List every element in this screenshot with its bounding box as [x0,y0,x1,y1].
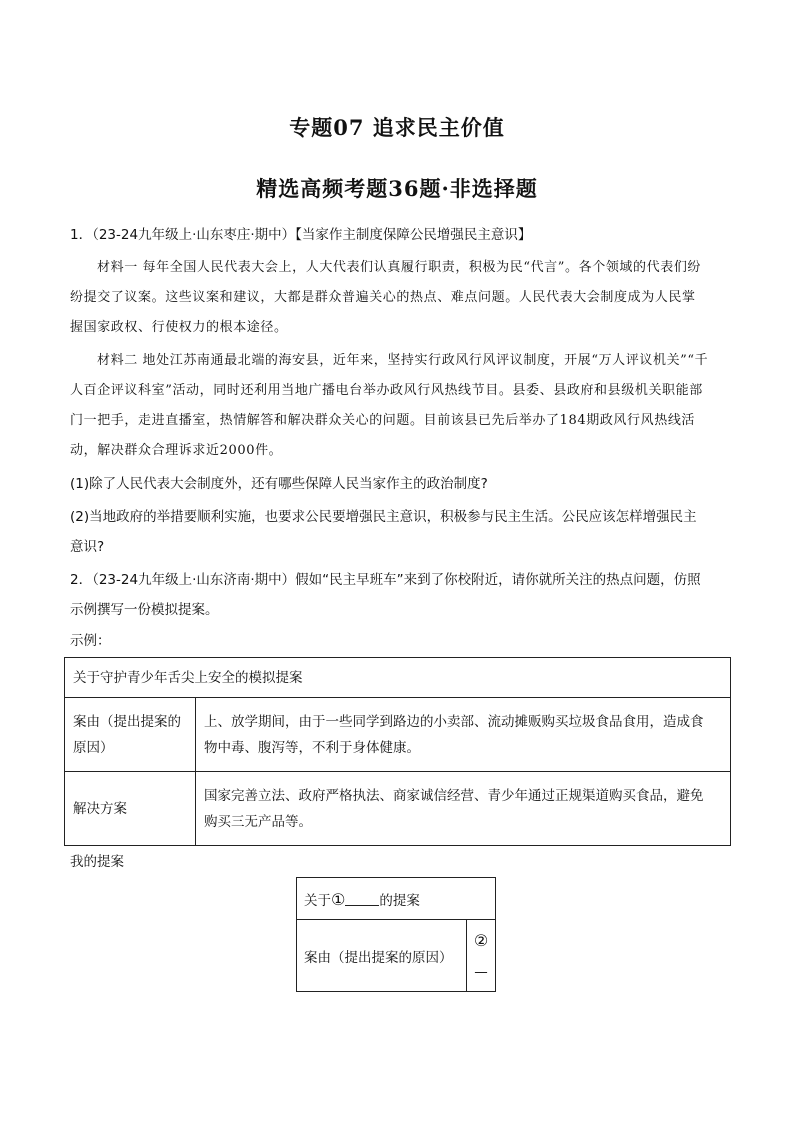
my-proposal-reason-label: 案由（提出提案的原因） [297,920,467,992]
my-proposal-label: 我的提案 [70,854,124,870]
q1-heading: 1．（23-24九年级上·山东枣庄·期中）【当家作主制度保障公民增强民主意识】 [70,227,532,243]
example-solution-label: 解决方案 [65,772,196,846]
q1-material2-line2: 人百企评议科室”活动，同时还利用当地广播电台举办政风行风热线节目。县委、县政府和县级机关职能部 [70,383,703,398]
q2-heading-line1: 2．（23-24九年级上·山东济南·期中）假如“民主早班车”来到了你校附近，请你就所关注的热点问题，仿照 [70,572,701,588]
page-title: 专题07 追求民主价值 [289,115,505,140]
example-proposal-table [64,657,731,846]
example-reason-label: 案由（提出提案的 原因） [65,698,196,772]
answer-blank-2[interactable]: ② — [467,920,496,992]
my-proposal-table [296,877,496,992]
q1-material1-line1: 材料一 每年全国人民代表大会上，人大代表们认真履行职责，积极为民“代言”。各个领域的代表们纷 [97,260,702,275]
q1-subquestion-1: (1)除了人民代表大会制度外，还有哪些保障人民当家作主的政治制度? [70,476,488,492]
q1-material1-line3: 握国家政权、行使权力的根本途径。 [70,320,288,335]
q1-subquestion-2-line2: 意识? [70,539,105,555]
page-subtitle: 精选高频考题36题·非选择题 [256,176,538,201]
q1-material1-line2: 纷提交了议案。这些议案和建议，大都是群众普遍关心的热点、难点问题。人民代表大会制度成为人民掌 [70,290,696,305]
my-proposal-title-cell: 关于① 的提案 [297,878,496,920]
blank-marker-2: ② [473,931,489,950]
example-solution-text: 国家完善立法、政府严格执法、商家诚信经营、青少年通过正规渠道购买食品，避免 购买三无产品等。 [196,772,731,846]
q1-subquestion-2-line1: (2)当地政府的举措要顺利实施，也要求公民要增强民主意识，积极参与民主生活。公民应该怎样增强民主 [70,509,697,525]
q2-heading-line2: 示例撰写一份模拟提案。 [70,602,219,618]
q1-material2-line3: 门一把手，走进直播室，热情解答和解决群众关心的问题。目前该县已先后举办了184期政风行风热线活 [70,413,696,428]
example-reason-text: 上、放学期间，由于一些同学到路边的小卖部、流动摊贩购买垃圾食品食用，造成食 物中毒、腹泻等，不利于身体健康。 [196,698,731,772]
example-table-title: 关于守护青少年舌尖上安全的模拟提案 [65,658,731,698]
example-label: 示例： [70,633,111,649]
answer-blank-1[interactable] [345,891,379,906]
q1-material2-line4: 动，解决群众合理诉求近2000件。 [70,443,283,458]
blank-marker-1: ① [331,889,346,909]
q1-material2-line1: 材料二 地处江苏南通最北端的海安县，近年来，坚持实行政风行风评议制度，开展“万人评议机关”“千 [97,353,709,368]
